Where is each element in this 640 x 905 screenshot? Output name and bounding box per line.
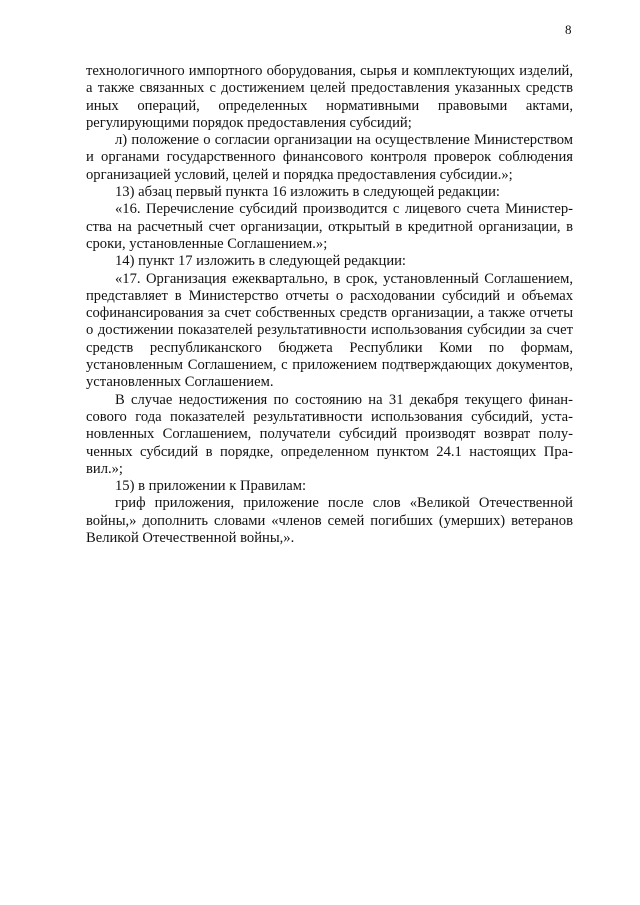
page-number: 8 — [565, 22, 572, 37]
paragraph-appendix-stamp: гриф приложения, приложение после слов «Великой Отечественной войны,» дополнить словами «членов семей погибших (умерших) ветеранов Великой Отечественной войны,». — [86, 495, 573, 547]
paragraph-clause-17-second: В случае недостижения по состоянию на 31 декабря текущего финансового года показателей результативности использования субсидий, установленных Соглашением, получатели субсидий производят возврат полученных субсидий в порядке, определенном пунктом 24.1 настоящих Правил.»; — [86, 391, 573, 477]
document-body — [86, 63, 573, 547]
paragraph-clause-17: «17. Организация ежеквартально, в срок, установленный Соглашением, представляет в Министерство отчеты о расходовании субсидий и объемах софинансирования за счет собственных средств организации, а также отчеты о достижении показателей результативности использования субсидии за счет средств республиканского бюджета Республики Коми по формам, установленным Соглашением, с приложением подтверждающих документов, установленных Соглашением. — [86, 270, 573, 391]
paragraph-clause-16: «16. Перечисление субсидий производится с лицевого счета Министерства на расчетный счет организации, открытый в кредитной организации, в сроки, установленные Соглашением.»; — [86, 201, 573, 252]
paragraph-amendment-15: 15) в приложении к Правилам: — [115, 478, 307, 495]
paragraph-list-item-l: л) положение о согласии организации на осуществление Министерством и органами государственного финансового контроля проверок соблюдения организацией условий, целей и порядка предоставления субсидии.»; — [86, 132, 573, 183]
paragraph-amendment-14: 14) пункт 17 изложить в следующей редакции: — [115, 253, 406, 270]
paragraph-amendment-13: 13) абзац первый пункта 16 изложить в следующей редакции: — [115, 184, 500, 201]
paragraph-list-item-k-continuation: технологичного импортного оборудования, сырья и комплектующих изделий, а также связанных с достижением целей предоставления указанных средств иных операций, определенных нормативными правовыми актами, регулирующими порядок предоставления субсидий; — [86, 63, 573, 131]
